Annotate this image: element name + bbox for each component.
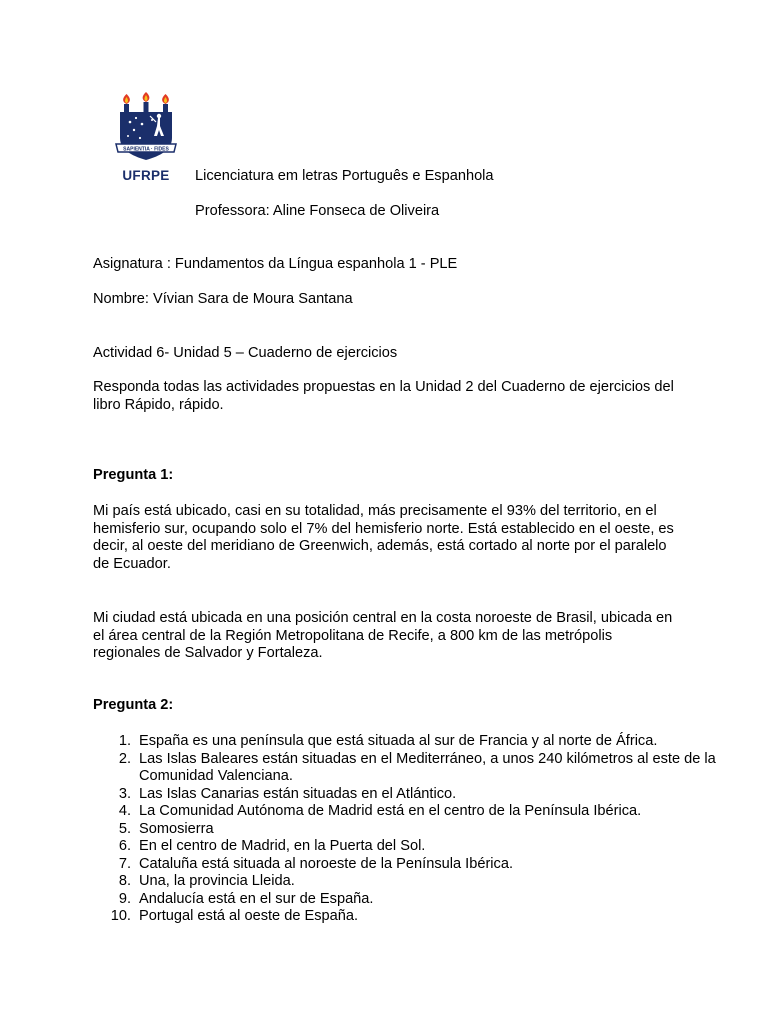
list-item-number: 4. xyxy=(118,803,131,819)
list-item-number: 9. xyxy=(118,890,131,907)
question-2-answer-list xyxy=(93,733,729,926)
list-item xyxy=(118,873,729,891)
list-item xyxy=(118,820,729,839)
logo-wordmark: UFRPE xyxy=(122,168,170,183)
list-item-text: Una, la provincia Lleida. xyxy=(139,873,295,889)
question-2-heading: Pregunta 2: xyxy=(93,697,174,713)
list-item-text: Andalucía está en el sur de España. xyxy=(139,890,374,907)
list-item-number: 1. xyxy=(118,733,131,749)
question-1-paragraph-2: Mi ciudad está ubicada en una posición central en la costa noroeste de Brasil, ubicada en el área central de la Región Metropolitana de Recife, a 800 km de las metrópolis regionales de Salvador y Fortaleza. xyxy=(93,610,673,661)
list-item xyxy=(118,838,729,856)
list-item-number: 3. xyxy=(118,785,131,802)
logo-banner-text: SAPIENTIA · FIDES xyxy=(123,146,169,153)
list-item-number: 10. xyxy=(110,908,131,924)
ufrpe-crest-icon xyxy=(112,92,180,168)
list-item xyxy=(118,803,729,821)
list-item-text: Somosierra xyxy=(139,820,214,837)
list-item-number: 2. xyxy=(118,750,131,767)
list-item xyxy=(118,890,729,909)
list-item-text: Las Islas Canarias están situadas en el Atlántico. xyxy=(139,785,457,802)
subject-line: Asignatura : Fundamentos da Língua espanhola 1 - PLE xyxy=(93,256,458,272)
list-item xyxy=(118,750,729,786)
list-item-text: La Comunidad Autónoma de Madrid está en el centro de la Península Ibérica. xyxy=(139,803,642,819)
list-item-text: Portugal está al oeste de España. xyxy=(139,908,359,924)
list-item-text: Cataluña está situada al noroeste de la Península Ibérica. xyxy=(139,855,514,872)
professor-line: Professora: Aline Fonseca de Oliveira xyxy=(195,203,440,219)
question-1-heading: Pregunta 1: xyxy=(93,467,174,483)
torch-right xyxy=(162,94,169,113)
list-item-number: 7. xyxy=(118,855,131,872)
instructions-paragraph: Responda todas las actividades propuestas en la Unidad 2 del Cuaderno de ejercicios del libro Rápido, rápido. xyxy=(93,379,674,413)
torch-left xyxy=(123,94,130,113)
list-item-text: España es una península que está situada al sur de Francia y al norte de África. xyxy=(139,733,658,749)
list-item-number: 5. xyxy=(118,820,131,837)
list-item xyxy=(118,785,729,804)
question-1-paragraph-1: Mi país está ubicado, casi en su totalidad, más precisamente el 93% del territorio, en el hemisferio sur, ocupando solo el 7% del hemisferio norte. Está establecido en el oeste, es decir, al oeste del meridiano de Greenwich, además, está cortado al norte por el paralelo de Ecuador. xyxy=(93,503,674,572)
course-title: Licenciatura em letras Português e Espanhola xyxy=(195,168,494,184)
list-item xyxy=(118,733,729,751)
list-item-text: En el centro de Madrid, en la Puerta del Sol. xyxy=(139,838,426,854)
list-item-text: Las Islas Baleares están situadas en el Mediterráneo, a unos 240 kilómetros al este de la Comunidad Valenciana. xyxy=(139,750,716,784)
list-item xyxy=(110,908,729,926)
torch-center xyxy=(143,92,150,113)
student-name-line: Nombre: Vívian Sara de Moura Santana xyxy=(93,291,353,307)
activity-title: Actividad 6- Unidad 5 – Cuaderno de ejercicios xyxy=(93,345,398,361)
list-item-number: 8. xyxy=(118,873,131,889)
list-item xyxy=(118,855,729,874)
list-item-number: 6. xyxy=(118,838,131,854)
ufrpe-logo xyxy=(112,92,180,188)
